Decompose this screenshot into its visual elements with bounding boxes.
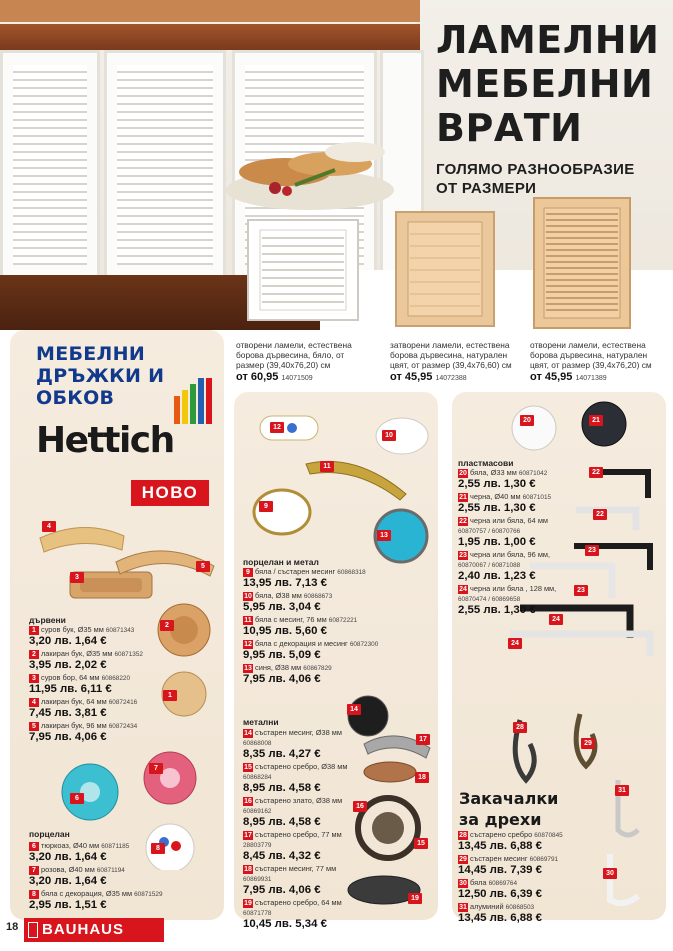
list-item: 21 черна, Ø40 мм 60871015 2,55 лв. 1,30 € — [458, 492, 552, 514]
item-tag: 10 — [382, 430, 396, 441]
list-item: 13 синя, Ø38 мм 60867829 7,95 лв. 4,06 € — [243, 663, 332, 685]
list-item: 15 състарено сребро, Ø38 мм 60868284 8,95 лв. 4,58 € — [243, 762, 348, 794]
item-tag: 15 — [414, 838, 428, 849]
bauhaus-logo-icon — [28, 922, 38, 938]
list-item: 4 лакиран бук, 64 мм 60872416 7,45 лв. 3,81 € — [29, 697, 138, 719]
list-item: 10 бяла, Ø38 мм 60868673 5,95 лв. 3,04 € — [243, 591, 333, 613]
section-title-porcelain: порцелан — [29, 829, 70, 839]
item-tag: 30 — [603, 868, 617, 879]
hooks-item-list — [458, 830, 588, 926]
item-tag: 23 — [585, 545, 599, 556]
countertop — [0, 24, 420, 50]
item-tag: 14 — [347, 704, 361, 715]
plastic-item-list — [458, 468, 578, 618]
list-item: 1 суров бук, Ø35 мм 60871343 3,20 лв. 1,64 € — [29, 625, 135, 647]
metal-item-list — [243, 728, 353, 932]
list-item: 11 бяла с месинг, 76 мм 60872221 10,95 лв. 5,60 € — [243, 615, 358, 637]
list-item: 23 черна или бяла, 96 мм, 60870067 / 60871088 2,40 лв. 1,23 € — [458, 550, 551, 582]
item-tag: 4 — [42, 521, 56, 532]
item-tag: 24 — [508, 638, 522, 649]
page-number: 18 — [6, 921, 19, 933]
item-tag: 2 — [160, 620, 174, 631]
list-item: 29 състарен месинг 60869791 14,45 лв. 7,39 € — [458, 854, 559, 876]
door-caption: затворени ламели, естествена борова дървесина, натурален цвят, от размер (39,4x76,60) см от 45,95 14072388 — [390, 340, 530, 384]
list-item: 9 бяла / състарен месинг 60868318 13,95 лв. 7,13 € — [243, 567, 366, 589]
countertop-edge — [0, 0, 420, 22]
bread-basket-image — [225, 130, 395, 210]
hero-title: ЛАМЕЛНИ МЕБЕЛНИ ВРАТИ — [436, 18, 660, 150]
list-item: 18 състарен месинг, 77 мм 60869931 7,95 лв. 4,06 € — [243, 864, 337, 896]
door-price: от 45,95 14072388 — [390, 371, 467, 383]
section-title-plastic: пластмасови — [458, 458, 514, 468]
hooks-title: Закачалки за дрехи — [459, 789, 559, 829]
item-tag: 31 — [615, 785, 629, 796]
item-tag: 18 — [415, 772, 429, 783]
list-item: 20 бяла, Ø33 мм 60871042 2,55 лв. 1,30 € — [458, 468, 548, 490]
hettich-rainbow-logo-icon — [168, 378, 214, 424]
item-tag: 8 — [151, 843, 165, 854]
item-tag: 28 — [513, 722, 527, 733]
item-tag: 24 — [549, 614, 563, 625]
item-tag: 19 — [408, 893, 422, 904]
open-louver-door-image — [532, 196, 632, 330]
door-price: от 60,95 14071509 — [236, 371, 313, 383]
item-tag: 1 — [163, 690, 177, 701]
list-item: 3 суров бор, 64 мм 60868220 11,95 лв. 6,11 € — [29, 673, 131, 695]
porcelain-metal-item-list — [243, 567, 433, 687]
list-item: 30 бяла 60869764 12,50 лв. 6,39 € — [458, 878, 542, 900]
list-item: 22 черна или бяла, 64 мм 60870757 / 60870766 1,95 лв. 1,00 € — [458, 516, 548, 548]
item-tag: 17 — [416, 734, 430, 745]
item-tag: 21 — [589, 415, 603, 426]
section-title-wood: дървени — [29, 615, 66, 625]
item-tag: 12 — [270, 422, 284, 433]
hero-subtitle: ГОЛЯМО РАЗНООБРАЗИЕ ОТ РАЗМЕРИ — [436, 161, 635, 197]
cabinet-door-image — [104, 50, 226, 280]
item-tag: 11 — [320, 461, 334, 472]
hettich-logo: Hettich — [36, 420, 174, 461]
item-tag: 20 — [520, 415, 534, 426]
section-title-porcelain-metal: порцелан и метал — [243, 557, 319, 567]
brand-title: МЕБЕЛНИ ДРЪЖКИ И ОБКОВ — [36, 343, 165, 409]
list-item: 2 лакиран бук, Ø35 мм 60871352 3,95 лв. 2,02 € — [29, 649, 143, 671]
list-item: 19 състарено сребро, 64 мм 60871778 10,45 лв. 5,34 € — [243, 898, 342, 930]
list-item: 17 състарено сребро, 77 мм 28803779 8,45 лв. 4,32 € — [243, 830, 342, 862]
item-tag: 29 — [581, 738, 595, 749]
list-item: 24 черна или бяла , 128 мм, 60870474 / 60869658 2,55 лв. 1,30 € — [458, 584, 557, 616]
item-tag: 16 — [353, 801, 367, 812]
item-tag: 5 — [196, 561, 210, 572]
list-item: 31 алуминий 60868503 13,45 лв. 6,88 € — [458, 902, 542, 924]
list-item: 6 тюркоаз, Ø40 мм 60871185 3,20 лв. 1,64 € — [29, 841, 130, 863]
list-item: 12 бяла с декорация и месинг 60872300 9,95 лв. 5,09 € — [243, 639, 379, 661]
item-tag: 23 — [574, 585, 588, 596]
item-tag: 3 — [70, 572, 84, 583]
wood-item-list — [29, 625, 219, 745]
porcelain-item-list — [29, 841, 219, 913]
section-title-metal: метални — [243, 717, 279, 727]
closed-louver-door-image — [394, 210, 496, 328]
list-item: 14 състарен месинг, Ø38 мм 60868008 8,35 лв. 4,27 € — [243, 728, 342, 760]
door-caption: отворени ламели, естествена борова дървесина, бяло, от размер (39,40x76,20) см от 60,95 14071509 — [236, 340, 376, 384]
item-tag: 7 — [149, 763, 163, 774]
door-price: от 45,95 14071389 — [530, 371, 607, 383]
item-tag: 13 — [377, 530, 391, 541]
bauhaus-logo: BAUHAUS — [24, 918, 164, 942]
hero-title-block — [436, 18, 666, 198]
white-louver-door-image — [246, 218, 360, 322]
item-tag: 9 — [259, 501, 273, 512]
new-badge: НОВО — [131, 480, 209, 506]
item-tag: 6 — [70, 793, 84, 804]
list-item: 28 състарено сребро 60870845 13,45 лв. 6,88 € — [458, 830, 563, 852]
item-tag: 22 — [593, 509, 607, 520]
list-item: 7 розова, Ø40 мм 60871194 3,20 лв. 1,64 € — [29, 865, 125, 887]
cabinet-door-image — [0, 50, 100, 280]
item-tag: 22 — [589, 467, 603, 478]
list-item: 16 състарено злато, Ø38 мм 60869162 8,95 лв. 4,58 € — [243, 796, 343, 828]
list-item: 8 бяла с декорация, Ø35 мм 60871529 2,95 лв. 1,51 € — [29, 889, 163, 911]
list-item: 5 лакиран бук, 96 мм 60872434 7,95 лв. 4,06 € — [29, 721, 138, 743]
door-caption: отворени ламели, естествена борова дървесина, натурален цвят, от размер (39,4x76,20) см от 45,95 14071389 — [530, 340, 670, 384]
